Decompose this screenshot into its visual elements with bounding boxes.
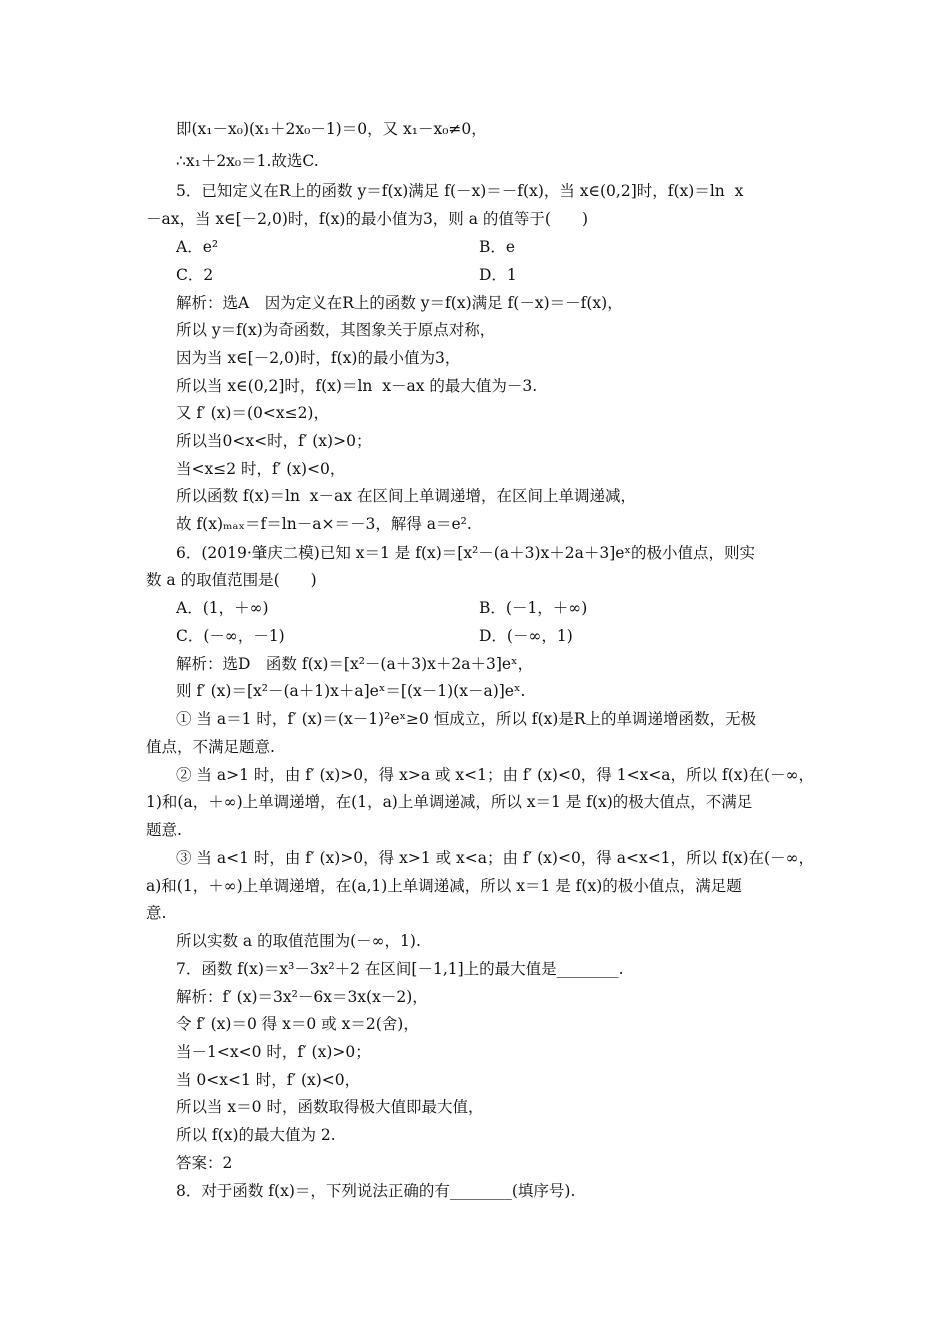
answer-option: B．e	[479, 238, 516, 256]
text-line: 解析：f′ (x)＝3x²－6x＝3x(x－2)，	[176, 988, 428, 1006]
text-line: 所以 y＝f(x)为奇函数，其图象关于原点对称，	[176, 321, 496, 339]
text-line: 即(x₁－x₀)(x₁＋2x₀－1)＝0，又 x₁－x₀≠0，	[176, 120, 487, 138]
text-line: 所以当 x∈(0,2]时，f(x)＝ln x－ax 的最大值为－3.	[176, 377, 538, 395]
text-line: 所以实数 a 的取值范围为(－∞，1).	[176, 932, 421, 950]
text-line: 因为当 x∈[－2,0)时，f(x)的最小值为3，	[176, 349, 461, 367]
text-line: 故 f(x)ₘₐₓ＝f＝ln－a×＝－3，解得 a＝e².	[176, 515, 472, 533]
text-line: ∴x₁＋2x₀＝1.故选C.	[176, 152, 319, 170]
text-line: ③ 当 a<1 时，由 f′ (x)>0，得 x>1 或 x<a；由 f′ (x)<0，得 a<x<1，所以 f(x)在(－∞，	[176, 849, 815, 867]
text-line: 1)和(a，＋∞)上单调递增，在(1，a)上单调递减，所以 x＝1 是 f(x)的极大值点，不满足	[146, 793, 753, 811]
text-line: C．2	[176, 266, 214, 284]
text-line: 答案：2	[176, 1154, 233, 1172]
text-line: 所以当0<x<时，f′ (x)>0；	[176, 432, 372, 450]
answer-option: D．(－∞，1)	[479, 627, 573, 645]
text-line: ② 当 a>1 时，由 f′ (x)>0，得 x>a 或 x<1；由 f′ (x)<0，得 1<x<a，所以 f(x)在(－∞，	[176, 766, 815, 784]
text-line: 5．已知定义在R上的函数 y＝f(x)满足 f(－x)＝－f(x)，当 x∈(0,2]时，f(x)＝ln x	[176, 182, 744, 200]
text-line: 意.	[146, 904, 167, 922]
text-line: A．(1，＋∞)	[176, 599, 269, 617]
text-line: 6．(2019·肇庆二模)已知 x＝1 是 f(x)＝[x²－(a＋3)x＋2a＋3]eˣ的极小值点，则实	[176, 544, 755, 562]
text-line: 所以当 x＝0 时，函数取得极大值即最大值，	[176, 1098, 484, 1116]
text-line: a)和(1，＋∞)上单调递增，在(a,1)上单调递减，所以 x＝1 是 f(x)的极小值点，满足题	[146, 877, 742, 895]
text-line: 题意.	[146, 821, 182, 839]
text-line: 令 f′ (x)＝0 得 x＝0 或 x＝2(舍)，	[176, 1015, 419, 1033]
text-line: －ax，当 x∈[－2,0)时，f(x)的最小值为3，则 a 的值等于( )	[146, 210, 588, 228]
text-line: 当－1<x<0 时，f′ (x)>0；	[176, 1043, 371, 1061]
text-line: 则 f′ (x)＝[x²－(a＋1)x＋a]eˣ＝[(x－1)(x－a)]eˣ.	[176, 682, 526, 700]
text-line: 值点，不满足题意.	[146, 738, 275, 756]
text-line: 解析：选D 函数 f(x)＝[x²－(a＋3)x＋2a＋3]eˣ，	[176, 655, 534, 673]
text-line: ① 当 a＝1 时，f′ (x)＝(x－1)²eˣ≥0 恒成立，所以 f(x)是R上的单调递增函数，无极	[176, 710, 757, 728]
answer-option: D．1	[479, 266, 517, 284]
text-line: 当 0<x<1 时，f′ (x)<0，	[176, 1071, 361, 1089]
text-line: 又 f′ (x)＝(0<x≤2)，	[176, 404, 329, 422]
text-line: A．e²	[176, 238, 219, 256]
text-line: 数 a 的取值范围是( )	[146, 571, 317, 589]
text-line: 所以函数 f(x)＝ln x－ax 在区间上单调递增，在区间上单调递减，	[176, 487, 636, 505]
text-line: 解析：选A 因为定义在R上的函数 y＝f(x)满足 f(－x)＝－f(x)，	[176, 294, 623, 312]
answer-option: B．(－1，＋∞)	[479, 599, 588, 617]
text-line: 7．函数 f(x)＝x³－3x²＋2 在区间[－1,1]上的最大值是________.	[176, 960, 624, 978]
text-line: C．(－∞，－1)	[176, 627, 285, 645]
text-line: 所以 f(x)的最大值为 2.	[176, 1126, 336, 1144]
text-line: 8．对于函数 f(x)＝，下列说法正确的有________(填序号).	[176, 1182, 576, 1200]
text-line: 当<x≤2 时，f′ (x)<0，	[176, 460, 346, 478]
